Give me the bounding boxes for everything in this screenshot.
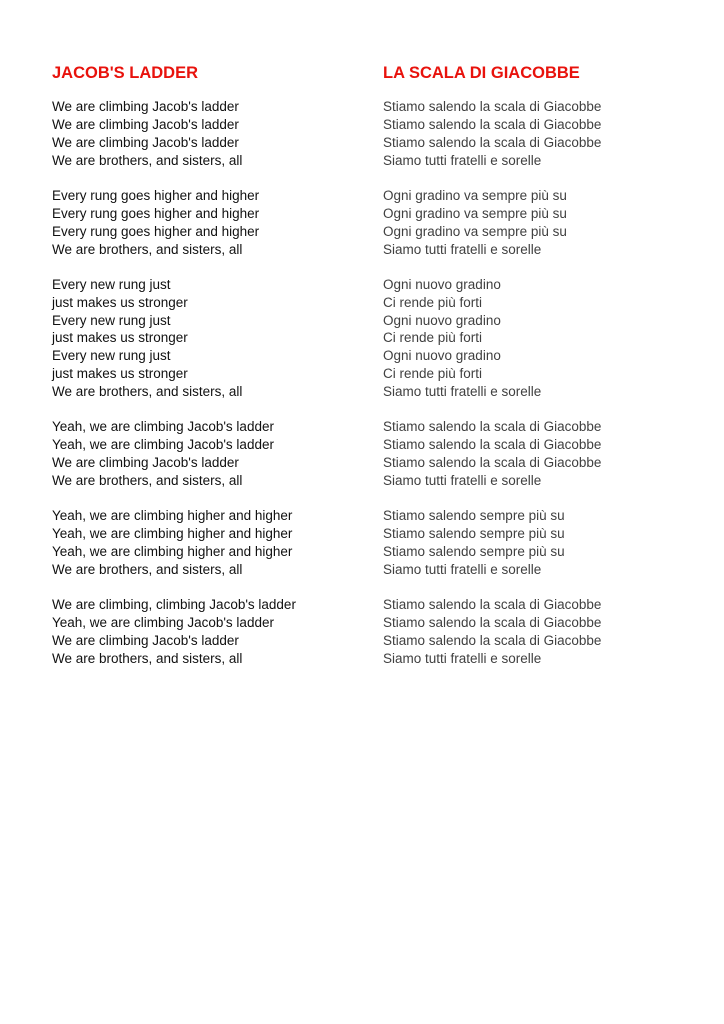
italian-lyrics-column (383, 62, 683, 685)
lyric-line: Every new rung just (52, 276, 171, 292)
stanza (383, 418, 683, 489)
lyric-line: Yeah, we are climbing higher and higher (52, 544, 293, 560)
lyric-line: Ogni nuovo gradino (383, 348, 501, 364)
lyric-line: Ci rende più forti (383, 294, 483, 310)
stanza (52, 276, 352, 401)
lyric-line: Stiamo salendo la scala di Giacobbe (383, 597, 602, 613)
lyric-line: Siamo tutti fratelli e sorelle (383, 241, 542, 257)
lyric-line: just makes us stronger (52, 294, 188, 310)
stanza (52, 507, 352, 578)
lyric-line: Every new rung just (52, 348, 171, 364)
italian-title: LA SCALA DI GIACOBBE (383, 64, 580, 82)
lyric-line: Ogni gradino va sempre più su (383, 205, 567, 221)
english-stanzas (52, 98, 352, 668)
lyric-line: We are climbing Jacob's ladder (52, 99, 239, 114)
lyric-line: Siamo tutti fratelli e sorelle (383, 650, 542, 666)
stanza (383, 187, 683, 258)
lyric-line: Ogni gradino va sempre più su (383, 223, 567, 239)
lyric-line: Every rung goes higher and higher (52, 187, 260, 203)
lyric-line: Yeah, we are climbing higher and higher (52, 526, 293, 542)
lyric-line: We are brothers, and sisters, all (52, 384, 243, 399)
lyric-line: We are brothers, and sisters, all (52, 241, 243, 257)
english-title: JACOB'S LADDER (52, 64, 199, 82)
lyric-line: Every rung goes higher and higher (52, 205, 260, 221)
lyric-line: Stiamo salendo sempre più su (383, 508, 565, 524)
lyric-line: Stiamo salendo la scala di Giacobbe (383, 455, 602, 471)
stanza (52, 418, 352, 489)
lyric-line: We are brothers, and sisters, all (52, 650, 243, 666)
lyric-line: Stiamo salendo sempre più su (383, 544, 565, 560)
lyric-line: We are brothers, and sisters, all (52, 152, 243, 168)
lyric-line: Ogni nuovo gradino (383, 312, 501, 328)
lyric-line: We are climbing Jacob's ladder (52, 455, 239, 471)
stanza (52, 98, 352, 169)
english-lyrics-column (52, 62, 352, 685)
lyric-line: Stiamo salendo sempre più su (383, 526, 565, 542)
stanza (383, 276, 683, 401)
lyric-line: Siamo tutti fratelli e sorelle (383, 384, 542, 399)
lyric-line: Ci rende più forti (383, 330, 483, 346)
stanza (52, 187, 352, 258)
stanza (383, 596, 683, 667)
stanza (383, 98, 683, 169)
lyric-line: Stiamo salendo la scala di Giacobbe (383, 437, 602, 453)
lyric-line: Siamo tutti fratelli e sorelle (383, 561, 542, 577)
stanza (383, 507, 683, 578)
lyric-line: just makes us stronger (52, 330, 188, 346)
lyric-line: Stiamo salendo la scala di Giacobbe (383, 99, 602, 114)
italian-stanzas (383, 98, 683, 668)
lyric-line: Siamo tutti fratelli e sorelle (383, 472, 542, 488)
lyric-line: Every new rung just (52, 312, 171, 328)
stanza (52, 596, 352, 667)
lyric-line: Yeah, we are climbing Jacob's ladder (52, 437, 274, 453)
lyric-line: Stiamo salendo la scala di Giacobbe (383, 419, 602, 435)
lyric-line: Stiamo salendo la scala di Giacobbe (383, 134, 602, 150)
lyric-line: We are climbing Jacob's ladder (52, 134, 239, 150)
lyric-line: Stiamo salendo la scala di Giacobbe (383, 615, 602, 631)
lyric-line: Ogni nuovo gradino (383, 276, 501, 292)
lyric-line: We are brothers, and sisters, all (52, 561, 243, 577)
lyric-line: Yeah, we are climbing higher and higher (52, 508, 293, 524)
lyric-line: We are brothers, and sisters, all (52, 472, 243, 488)
lyric-line: Ogni gradino va sempre più su (383, 187, 567, 203)
lyric-line: Stiamo salendo la scala di Giacobbe (383, 633, 602, 649)
lyric-line: Siamo tutti fratelli e sorelle (383, 152, 542, 168)
lyric-line: We are climbing Jacob's ladder (52, 116, 239, 132)
lyric-line: Yeah, we are climbing Jacob's ladder (52, 419, 274, 435)
lyric-line: We are climbing, climbing Jacob's ladder (52, 597, 296, 613)
lyric-line: Stiamo salendo la scala di Giacobbe (383, 116, 602, 132)
lyric-line: Ci rende più forti (383, 366, 483, 382)
lyric-line: Yeah, we are climbing Jacob's ladder (52, 615, 274, 631)
lyric-line: just makes us stronger (52, 366, 188, 382)
lyric-line: Every rung goes higher and higher (52, 223, 260, 239)
lyric-line: We are climbing Jacob's ladder (52, 633, 239, 649)
